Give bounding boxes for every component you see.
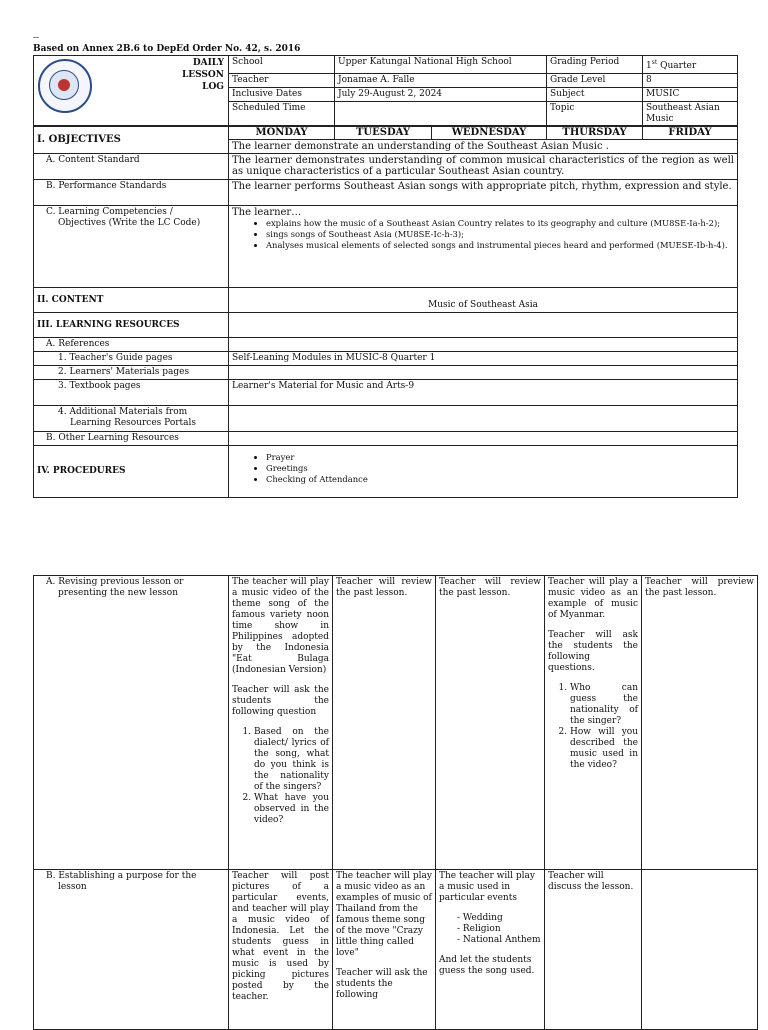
grading-value: 1st Quarter: [643, 56, 738, 74]
other-resources-label: B. Other Learning Resources: [34, 432, 229, 446]
textbook-value: Learner's Material for Music and Arts-9: [229, 380, 738, 406]
procedures-detail-table: [33, 575, 758, 1030]
revising-wednesday: Teacher will review the past lesson.: [436, 576, 545, 870]
objectives-text: The learner demonstrate an understanding of the Southeast Asian Music .: [229, 140, 738, 154]
revising-friday: Teacher will preview the past lesson.: [642, 576, 758, 870]
revising-lesson-label: A. Revising previous lesson or presenting the new lesson: [34, 576, 229, 870]
top-mark: --: [33, 33, 40, 43]
header-note: Based on Annex 2B.6 to DepEd Order No. 42, s. 2016: [33, 44, 301, 54]
references-label: A. References: [34, 338, 229, 352]
topic-value: Southeast Asian Music: [643, 102, 738, 127]
purpose-thursday: Teacher will discuss the lesson.: [545, 870, 642, 1030]
day-wednesday: WEDNESDAY: [432, 126, 547, 140]
time-value: [335, 102, 547, 127]
learners-materials-label: 2. Learners' Materials pages: [34, 366, 229, 380]
competencies-cell: [229, 206, 738, 288]
revising-tuesday: Teacher will review the past lesson.: [333, 576, 436, 870]
learning-resources-value: [229, 313, 738, 338]
textbook-label: 3. Textbook pages: [34, 380, 229, 406]
learners-materials-value: [229, 366, 738, 380]
log-title-daily: DAILY: [192, 58, 224, 68]
competency-item: • explains how the music of a Southeast Asian Country relates to its geography and culture (MU8SE-Ia-h-2);: [266, 218, 734, 229]
subject-value: MUSIC: [643, 88, 738, 102]
day-thursday: THURSDAY: [547, 126, 643, 140]
lesson-log-table: [33, 55, 738, 127]
teachers-guide-label: 1. Teacher's Guide pages: [34, 352, 229, 366]
competencies-intro: The learner…: [232, 207, 302, 218]
content-heading: II. CONTENT: [34, 288, 229, 313]
revising-thursday: Teacher will play a music video as an example of music of Myanmar. Teacher will ask the students the following questions. 1. Who can guess the nationality of the singer? 2. How will you described the music used in the video?: [545, 576, 642, 870]
additional-materials-value: [229, 406, 738, 432]
procedure-item: • Prayer: [266, 452, 734, 463]
content-standard-text: The learner demonstrates understanding of common musical characteristics of the region as well as unique characteristics of a particular Southeast Asian country.: [229, 154, 738, 180]
procedure-item: • Checking of Attendance: [266, 474, 734, 485]
school-label: School: [229, 56, 335, 74]
competencies-label: C. Learning Competencies / Objectives (Write the LC Code): [34, 206, 229, 288]
procedures-heading: IV. PROCEDURES: [34, 446, 229, 498]
procedure-item: • Greetings: [266, 463, 734, 474]
objectives-heading: I. OBJECTIVES: [34, 126, 229, 154]
competency-item: • Analyses musical elements of selected songs and instrumental pieces heard and performed (MUESE-Ib-h-4).: [266, 240, 734, 251]
objectives-table: [33, 125, 738, 498]
purpose-tuesday: The teacher will play a music video as an examples of music of Thailand from the famous theme song of the move "Crazy little thing called love" Teacher will ask the students the following: [333, 870, 436, 1030]
grade-label: Grade Level: [547, 74, 643, 88]
learning-resources-heading: III. LEARNING RESOURCES: [34, 313, 229, 338]
content-standard-label: A. Content Standard: [34, 154, 229, 180]
deped-seal-icon: [38, 59, 92, 113]
teachers-guide-value: Self-Leaning Modules in MUSIC-8 Quarter 1: [229, 352, 738, 366]
day-tuesday: TUESDAY: [335, 126, 432, 140]
dates-label: Inclusive Dates: [229, 88, 335, 102]
purpose-friday: [642, 870, 758, 1030]
teacher-label: Teacher: [229, 74, 335, 88]
dates-value: July 29-August 2, 2024: [335, 88, 547, 102]
purpose-wednesday: The teacher will play a music used in particular events - Wedding - Religion - National Anthem And let the students guess the song used.: [436, 870, 545, 1030]
procedures-cell: [229, 446, 738, 498]
teacher-value: Jonamae A. Falle: [335, 74, 547, 88]
performance-standards-label: B. Performance Standards: [34, 180, 229, 206]
additional-materials-label: 4. Additional Materials from Learning Resources Portals: [34, 406, 229, 432]
topic-label: Topic: [547, 102, 643, 127]
day-monday: MONDAY: [229, 126, 335, 140]
grading-label: Grading Period: [547, 56, 643, 74]
log-title-log: LOG: [202, 82, 224, 92]
logo-cell: [34, 56, 229, 127]
other-resources-value: [229, 432, 738, 446]
content-text: Music of Southeast Asia: [229, 288, 738, 313]
school-value: Upper Katungal National High School: [335, 56, 547, 74]
revising-monday: The teacher will play a music video of the theme song of the famous variety noon time show in Philippines adopted by the Indonesia "Eat Bulaga (Indonesian Version) Teacher will ask the students the following question 1. Based on the dialect/ lyrics of the song, what do you think is the nationality of the singers? 2. What have you observed in the video?: [229, 576, 333, 870]
performance-standards-text: The learner performs Southeast Asian songs with appropriate pitch, rhythm, expression and style.: [229, 180, 738, 206]
subject-label: Subject: [547, 88, 643, 102]
grade-value: 8: [643, 74, 738, 88]
purpose-monday: Teacher will post pictures of a particular events, and teacher will play a music video of Indonesia. Let the students guess in what event in the music is used by picking pictures posted by the teacher.: [229, 870, 333, 1030]
log-title-lesson: LESSON: [181, 70, 224, 80]
establishing-purpose-label: B. Establishing a purpose for the lesson: [34, 870, 229, 1030]
competency-item: • sings songs of Southeast Asia (MU8SE-Ic-h-3);: [266, 229, 734, 240]
time-label: Scheduled Time: [229, 102, 335, 127]
day-friday: FRIDAY: [643, 126, 738, 140]
references-value: [229, 338, 738, 352]
